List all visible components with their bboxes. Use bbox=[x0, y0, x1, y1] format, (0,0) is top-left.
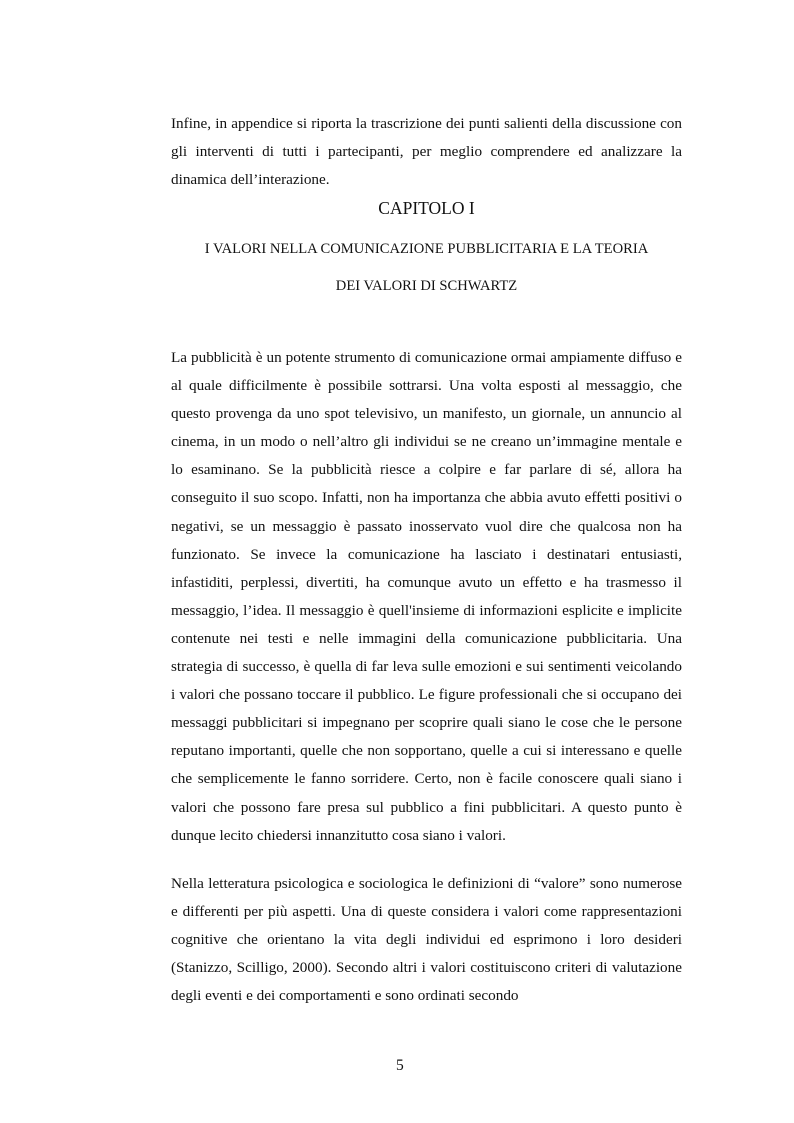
body-paragraph-2: Nella letteratura psicologica e sociologica le definizioni di “valore” sono numerose e differenti per più aspetti. Una di queste considera i valori come rappresentazioni cognitive che orientano la vita degli individui ed esprimono i loro desideri (Stanizzo, Scilligo, 2000). Secondo altri i valori costituiscono criteri di valutazione degli eventi e dei comportamenti e sono ordinati secondo bbox=[171, 875, 682, 1005]
body-paragraph-1: La pubblicità è un potente strumento di comunicazione ormai ampiamente diffuso e al quale difficilmente è possibile sottrarsi. Una volta esposti al messaggio, che questo provenga da uno spot televisivo, un manifesto, un giornale, un annuncio al cinema, in un modo o nell’altro gli individui se ne creano un’immagine mentale e lo esaminano. Se la pubblicità riesce a colpire e far parlare di sé, allora ha conseguito il suo scopo. Infatti, non ha importanza che abbia avuto effetti positivi o negativi, se un messaggio è passato inosservato vuol dire che qualcosa non ha funzionato. Se invece la comunicazione ha lasciato i destinatari entusiasti, infastiditi, perplessi, divertiti, ha comunque avuto un effetto e ha trasmesso il messaggio, l’idea. Il messaggio è quell'insieme di informazioni esplicite e implicite contenute nei testi e nelle immagini della comunicazione pubblicitaria. Una strategia di successo, è quella di far leva sulle emozioni e sui sentimenti veicolando i valori che possano toccare il pubblico. Le figure professionali che si occupano dei messaggi pubblicitari si impegnano per scoprire quali siano le cose che le persone reputano importanti, quelle che non sopportano, quelle a cui si interessano e quelle che semplicemente le fanno sorridere. Certo, non è facile conoscere quali siano i valori che possono fare presa sul pubblico a fini pubblicitari. A questo punto è dunque lecito chiedersi innanzitutto cosa siano i valori. bbox=[171, 349, 682, 844]
chapter-label: CAPITOLO I bbox=[378, 198, 475, 218]
intro-paragraph: Infine, in appendice si riporta la trascrizione dei punti salienti della discussione con gli interventi di tutti i partecipanti, per meglio comprendere ed analizzare la dinamica dell’interazione. bbox=[171, 115, 682, 189]
page-number: 5 bbox=[396, 1057, 404, 1074]
chapter-title-line-1: I VALORI NELLA COMUNICAZIONE PUBBLICITARIA E LA TEORIA bbox=[204, 241, 649, 257]
chapter-title-line-2: DEI VALORI DI SCHWARTZ bbox=[335, 278, 518, 294]
